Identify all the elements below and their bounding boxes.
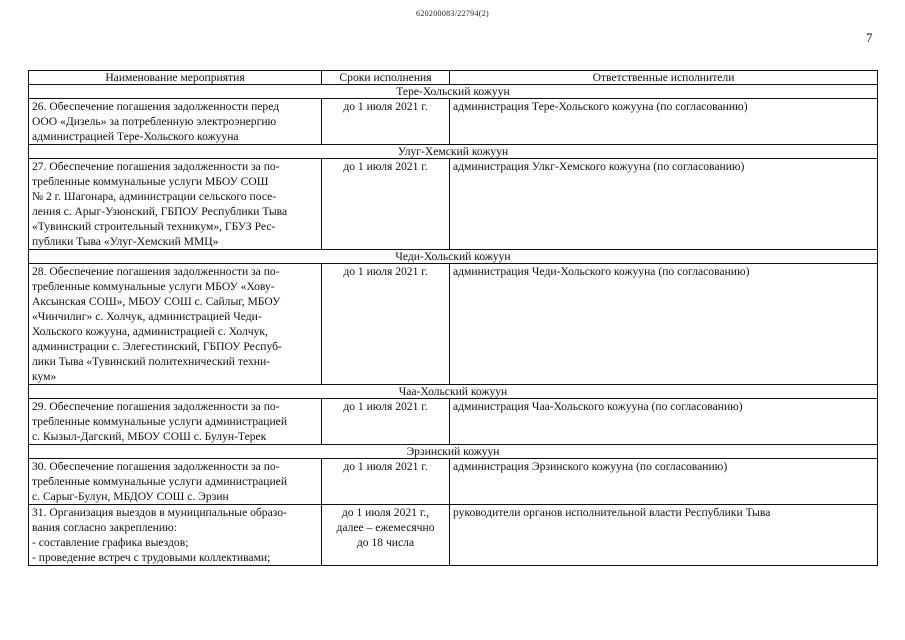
text-line: до 1 июля 2021 г. [343, 100, 428, 113]
responsible-cell: администрация Тере-Хольского кожууна (по согласованию) [450, 99, 878, 145]
table-row [29, 459, 878, 505]
text-line: вания согласно закреплению: [32, 521, 177, 534]
region-heading: Чаа-Хольский кожуун [29, 385, 878, 399]
region-row [29, 250, 878, 264]
text-line: кум» [32, 370, 57, 383]
text-line: 29. Обеспечение погашения задолженности за по- [32, 400, 280, 413]
table-row [29, 159, 878, 250]
text-line: до 18 числа [356, 536, 415, 549]
deadline-cell [322, 99, 450, 145]
responsible-cell: администрация Эрзинского кожууна (по согласованию) [450, 459, 878, 505]
text-line: с. Кызыл-Дагский, МБОУ СОШ с. Булун-Терек [32, 430, 267, 443]
text-line: далее – ежемесячно [336, 521, 435, 534]
text-line: требленные коммунальные услуги администрацией [32, 415, 288, 428]
text-line: требленные коммунальные услуги МБОУ «Хову- [32, 280, 275, 293]
text-line: 27. Обеспечение погашения задолженности за по- [32, 160, 280, 173]
deadline-cell [322, 399, 450, 445]
responsible-cell: администрация Улкг-Хемского кожууна (по согласованию) [450, 159, 878, 250]
responsible-cell: администрация Чаа-Хольского кожууна (по согласованию) [450, 399, 878, 445]
text-line: - проведение встреч с трудовыми коллективами; [32, 551, 271, 564]
deadline-cell [322, 264, 450, 385]
text-line: 28. Обеспечение погашения задолженности за по- [32, 265, 280, 278]
text-line: администрацией Тере-Хольского кожууна [32, 130, 239, 143]
measure-name-cell [29, 459, 322, 505]
deadline-cell [322, 459, 450, 505]
text-line: с. Сарыг-Булун, МБДОУ СОШ с. Эрзин [32, 490, 229, 503]
deadline-cell [322, 505, 450, 566]
text-line: ООО «Дизель» за потребленную электроэнергию [32, 115, 277, 128]
region-row [29, 85, 878, 99]
page-number: 7 [866, 30, 873, 45]
region-row [29, 385, 878, 399]
column-header-name: Наименование мероприятия [29, 71, 322, 85]
table-header-row [29, 71, 878, 85]
text-line: 30. Обеспечение погашения задолженности за по- [32, 460, 280, 473]
text-line: ления с. Арыг-Узюнский, ГБПОУ Республики Тыва [32, 205, 288, 218]
deadline-cell [322, 159, 450, 250]
table-row [29, 99, 878, 145]
text-line: до 1 июля 2021 г. [343, 265, 428, 278]
region-heading: Чеди-Хольский кожуун [29, 250, 878, 264]
region-row [29, 445, 878, 459]
column-header-responsible: Ответственные исполнители [450, 71, 878, 85]
text-line: требленные коммунальные услуги администрацией [32, 475, 288, 488]
measure-name-cell [29, 159, 322, 250]
measure-name-cell [29, 399, 322, 445]
text-line: публики Тыва «Улуг-Хемский ММЦ» [32, 235, 219, 248]
table-body [29, 85, 878, 566]
region-heading: Эрзинский кожуун [29, 445, 878, 459]
column-header-deadline: Сроки исполнения [322, 71, 450, 85]
measure-name-cell [29, 99, 322, 145]
text-line: до 1 июля 2021 г. [343, 400, 428, 413]
measure-name-cell [29, 505, 322, 566]
text-line: Аксынская СОШ», МБОУ СОШ с. Сайлыг, МБОУ [32, 295, 281, 308]
text-line: до 1 июля 2021 г. [343, 160, 428, 173]
text-line: администрации с. Элегестинский, ГБПОУ Респуб- [32, 340, 282, 353]
table-row [29, 505, 878, 566]
text-line: «Тувинский строительный техникум», ГБУЗ Рес- [32, 220, 276, 233]
document-id: 620200083/22794(2) [416, 9, 489, 18]
text-line: Хольского кожууна, администрацией с. Холчук, [32, 325, 268, 338]
region-row [29, 145, 878, 159]
text-line: лики Тыва «Тувинский политехнический техни- [32, 355, 271, 368]
text-line: - составление графика выездов; [32, 536, 189, 549]
table-row [29, 399, 878, 445]
text-line: до 1 июля 2021 г., [341, 506, 430, 519]
measures-table [28, 70, 878, 566]
text-line: «Чинчилиг» с. Холчук, администрацией Чеди- [32, 310, 262, 323]
table-row [29, 264, 878, 385]
region-heading: Тере-Хольский кожуун [29, 85, 878, 99]
measure-name-cell [29, 264, 322, 385]
responsible-cell: руководители органов исполнительной власти Республики Тыва [450, 505, 878, 566]
text-line: № 2 г. Шагонара, администрации сельского посе- [32, 190, 277, 203]
region-heading: Улуг-Хемский кожуун [29, 145, 878, 159]
responsible-cell: администрация Чеди-Хольского кожууна (по согласованию) [450, 264, 878, 385]
text-line: 31. Организация выездов в муниципальные образо- [32, 506, 287, 519]
text-line: до 1 июля 2021 г. [343, 460, 428, 473]
text-line: 26. Обеспечение погашения задолженности перед [32, 100, 280, 113]
text-line: требленные коммунальные услуги МБОУ СОШ [32, 175, 269, 188]
